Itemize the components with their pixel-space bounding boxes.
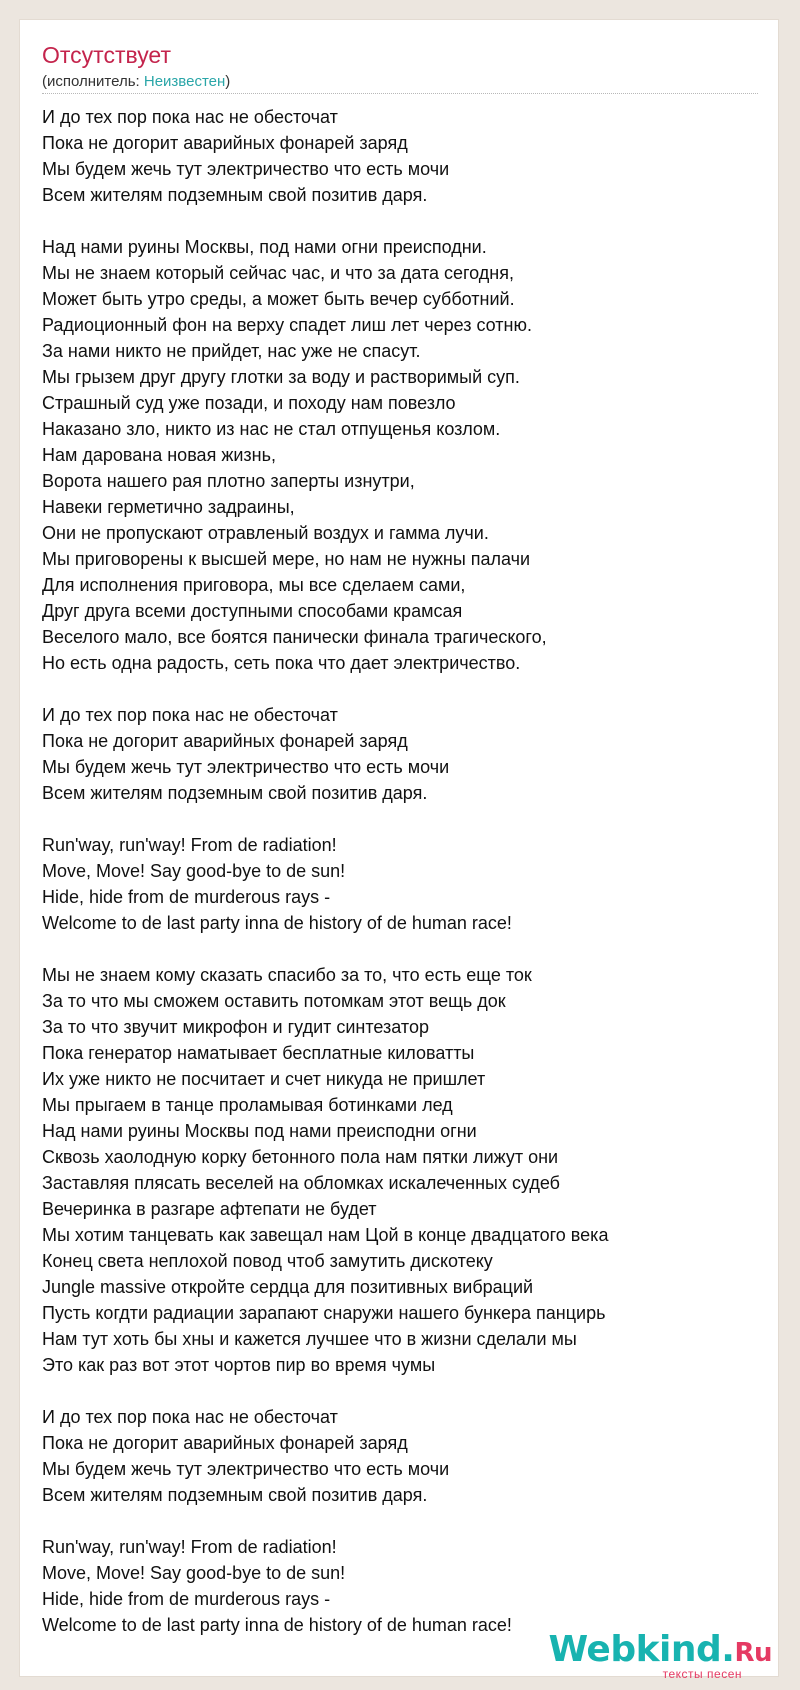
lyrics-line: Вечеринка в разгаре афтепати не будет <box>42 1199 377 1219</box>
lyrics-line: Hide, hide from de murderous rays - <box>42 887 331 907</box>
lyrics-line: Друг друга всеми доступными способами крамсая <box>42 601 463 621</box>
lyrics-line: И до тех пор пока нас не обесточат <box>42 1407 338 1427</box>
lyrics-line: Пока не догорит аварийных фонарей заряд <box>42 731 408 751</box>
lyrics-line: Мы будем жечь тут электричество что есть мочи <box>42 159 450 179</box>
lyrics-line: И до тех пор пока нас не обесточат <box>42 107 338 127</box>
artist-line <box>42 73 230 90</box>
lyrics-line: За то что звучит микрофон и гудит синтезатор <box>42 1017 429 1037</box>
lyrics-line: Нам тут хоть бы хны и кажется лучшее что в жизни сделали мы <box>42 1329 577 1349</box>
artist-suffix: ) <box>225 73 231 90</box>
site-watermark <box>548 1629 772 1681</box>
lyrics-line: Всем жителям подземным свой позитив даря. <box>42 1485 428 1505</box>
lyrics-line: Move, Move! Say good-bye to de sun! <box>42 861 346 881</box>
lyrics-line: Run'way, run'way! From de radiation! <box>42 1537 337 1557</box>
lyrics-stanza <box>42 702 752 806</box>
lyrics-line: Пока не догорит аварийных фонарей заряд <box>42 1433 408 1453</box>
lyrics-line: Страшный суд уже позади, и походу нам повезло <box>42 393 456 413</box>
lyrics-line: Мы прыгаем в танце проламывая ботинками лед <box>42 1095 453 1115</box>
lyrics-line: Welcome to de last party inna de history of de human race! <box>42 1615 512 1635</box>
lyrics-line: Может быть утро среды, а может быть вечер субботний. <box>42 289 515 309</box>
lyrics-stanza <box>42 832 752 936</box>
lyrics-line: Всем жителям подземным свой позитив даря. <box>42 185 428 205</box>
lyrics-line: За нами никто не прийдет, нас уже не спасут. <box>42 341 421 361</box>
lyrics-line: Наказано зло, никто из нас не стал отпущенья козлом. <box>42 419 501 439</box>
lyrics-line: За то что мы сможем оставить потомкам этот вещь док <box>42 991 506 1011</box>
lyrics-stanza <box>42 104 752 208</box>
lyrics-line: Они не пропускают отравленый воздух и гамма лучи. <box>42 523 489 543</box>
lyrics-text <box>42 104 752 1638</box>
artist-link[interactable]: Неизвестен <box>143 73 226 90</box>
lyrics-line: Их уже никто не посчитает и счет никуда не пришлет <box>42 1069 486 1089</box>
lyrics-line: Но есть одна радость, сеть пока что дает электричество. <box>42 653 521 673</box>
lyrics-stanza <box>42 1534 752 1638</box>
lyrics-line: Веселого мало, все боятся панически финала трагического, <box>42 627 547 647</box>
lyrics-line: Jungle massive откройте сердца для позитивных вибраций <box>42 1277 534 1297</box>
lyrics-line: Пока генератор наматывает бесплатные киловатты <box>42 1043 475 1063</box>
lyrics-line: И до тех пор пока нас не обесточат <box>42 705 338 725</box>
lyrics-line: Над нами руины Москвы под нами преисподни огни <box>42 1121 477 1141</box>
artist-prefix: (исполнитель: <box>42 73 144 90</box>
lyrics-stanza <box>42 1404 752 1508</box>
lyrics-line: Радиоционный фон на верху спадет лиш лет через сотню. <box>42 315 532 335</box>
lyrics-line: Мы будем жечь тут электричество что есть мочи <box>42 757 450 777</box>
lyrics-line: Hide, hide from de murderous rays - <box>42 1589 331 1609</box>
watermark-tagline: тексты песен <box>662 1667 742 1681</box>
lyrics-line: Навеки герметично задраины, <box>42 497 295 517</box>
lyrics-line: Мы не знаем который сейчас час, и что за дата сегодня, <box>42 263 514 283</box>
lyrics-stanza <box>42 962 752 1378</box>
lyrics-line: Move, Move! Say good-bye to de sun! <box>42 1563 346 1583</box>
lyrics-line: Мы не знаем кому сказать спасибо за то, что есть еще ток <box>42 965 532 985</box>
watermark-tld: Ru <box>734 1638 772 1668</box>
lyrics-line: Пока не догорит аварийных фонарей заряд <box>42 133 408 153</box>
song-title: Отсутствует <box>42 42 171 68</box>
lyrics-line: Ворота нашего рая плотно заперты изнутри, <box>42 471 415 491</box>
lyrics-line: Над нами руины Москвы, под нами огни преисподни. <box>42 237 487 257</box>
title-divider <box>42 93 758 94</box>
lyrics-line: Заставляя плясать веселей на обломках искалеченных судеб <box>42 1173 560 1193</box>
lyrics-line: Конец света неплохой повод чтоб замутить дискотеку <box>42 1251 493 1271</box>
lyrics-line: Это как раз вот этот чортов пир во время чумы <box>42 1355 436 1375</box>
lyrics-line: Мы будем жечь тут электричество что есть мочи <box>42 1459 450 1479</box>
watermark-brand: Webkind <box>548 1629 722 1670</box>
lyrics-line: Мы грызем друг другу глотки за воду и растворимый суп. <box>42 367 520 387</box>
watermark-dot: . <box>721 1629 735 1670</box>
lyrics-line: Для исполнения приговора, мы все сделаем сами, <box>42 575 466 595</box>
watermark-logo <box>548 1629 772 1670</box>
lyrics-line: Нам дарована новая жизнь, <box>42 445 276 465</box>
lyrics-line: Сквозь хаолодную корку бетонного пола нам пятки лижут они <box>42 1147 559 1167</box>
lyrics-line: Run'way, run'way! From de radiation! <box>42 835 337 855</box>
lyrics-line: Мы хотим танцевать как завещал нам Цой в конце двадцатого века <box>42 1225 609 1245</box>
lyrics-line: Мы приговорены к высшей мере, но нам не нужны палачи <box>42 549 531 569</box>
lyrics-line: Всем жителям подземным свой позитив даря. <box>42 783 428 803</box>
lyrics-stanza <box>42 234 752 676</box>
lyrics-card <box>20 20 778 1676</box>
lyrics-line: Пусть когдти радиации зарапают снаружи нашего бункера панцирь <box>42 1303 606 1323</box>
lyrics-line: Welcome to de last party inna de history of de human race! <box>42 913 512 933</box>
